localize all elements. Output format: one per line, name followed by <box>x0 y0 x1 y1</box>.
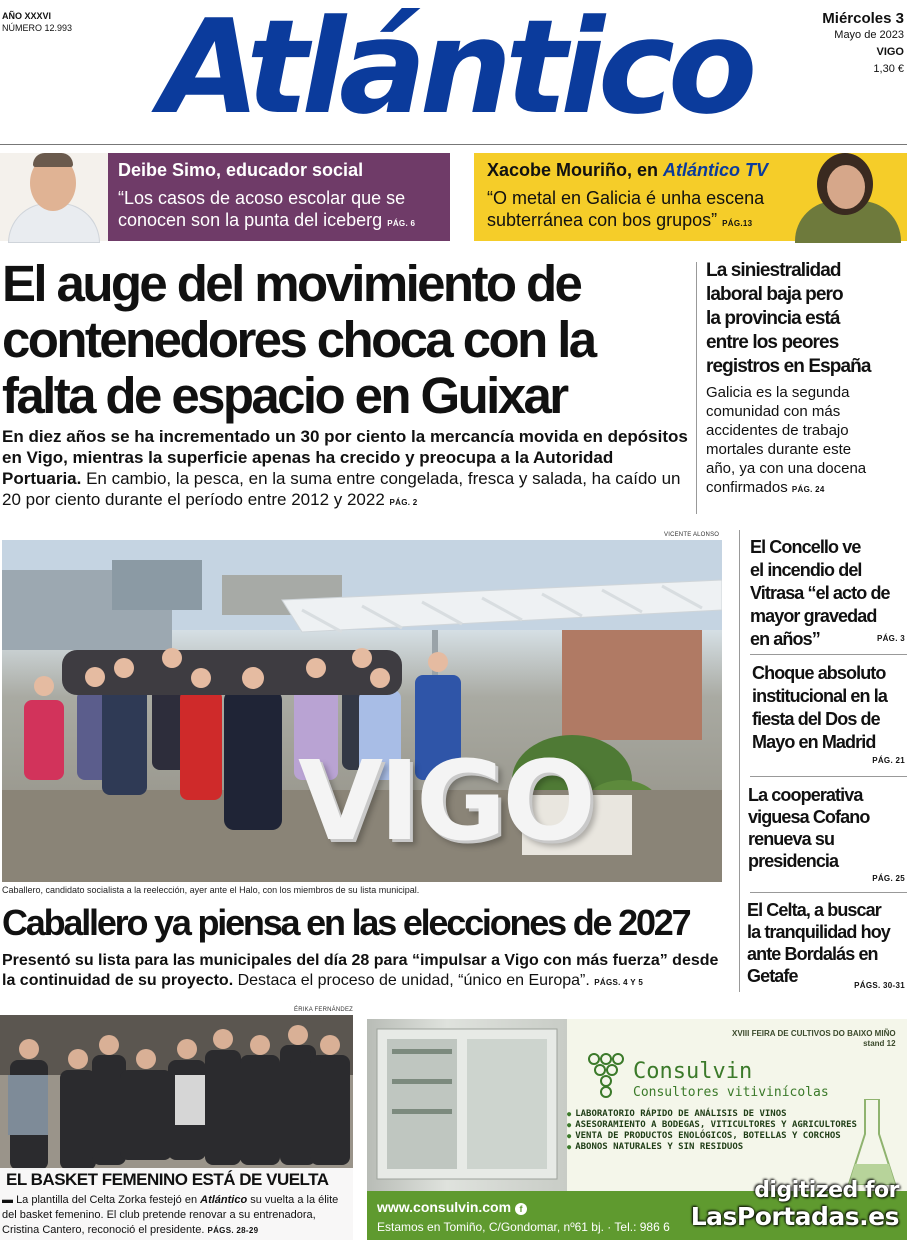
newspaper-logo[interactable]: Atlántico <box>159 0 751 143</box>
page-ref: PÁG. 3 <box>876 634 905 643</box>
main-headline-line1: El auge del movimiento de <box>2 255 581 312</box>
shop-illustration <box>367 1019 567 1191</box>
body-line: comunidad con más <box>706 403 841 420</box>
promo-right-quote <box>487 187 764 235</box>
headline-line: Getafe <box>747 966 798 986</box>
promo-right-quote-line1: “O metal en Galicia é unha escena <box>487 188 765 208</box>
election-deck <box>2 951 724 993</box>
month-year: Mayo de 2023 <box>834 29 904 41</box>
ad-website[interactable] <box>377 1199 527 1215</box>
portrait-xacobe-mourino <box>789 153 907 241</box>
watermark-line2: LasPortadas.es <box>690 1202 899 1231</box>
headline-line: registros en España <box>706 356 871 377</box>
page-ref: PÁG. 25 <box>872 874 905 883</box>
promo-right-quote-line2: subterránea con bos grupos” <box>487 210 718 230</box>
service-item: ● ASESORAMIENTO A BODEGAS, VITICULTORES Y AGRICULTORES <box>567 1120 857 1131</box>
brief-dos-de-mayo[interactable] <box>752 662 907 770</box>
main-deck-bold: En diez años se ha incrementado un 30 por ciento la mercancía movida en depósitos en Vigo, mientras la superficie apenas ha crecido y preocupa a la Autoridad Portuaria. <box>2 427 688 488</box>
election-deck-bold: Presentó su lista para las municipales del día 28 para “impulsar a Vigo con más fuerza” desde la continuidad de su proyecto. <box>2 952 719 989</box>
headline-line: el incendio del <box>750 560 862 580</box>
headline-line: Mayo en Madrid <box>752 732 876 752</box>
column-divider <box>739 530 740 992</box>
brief-divider <box>750 654 907 655</box>
promo-right-title <box>487 159 768 181</box>
ad-tagline: Consultores vitivinícolas <box>633 1085 829 1100</box>
watermark <box>691 1178 899 1230</box>
headline-line: La cooperativa <box>748 785 863 805</box>
headline-line: laboral baja pero <box>706 284 843 305</box>
promo-left-title: Deibe Simo, educador social <box>118 160 364 180</box>
basket-text-b: su vuelta a la élite del basket femenino. El club pretende renovar a su entrenadora, Cristina Cantero, reconoció el presidente. <box>2 1194 339 1236</box>
headline-line: renueva su <box>748 829 835 849</box>
headline-line: ante Bordalás en <box>747 944 878 964</box>
promo-left-quote <box>118 187 415 235</box>
ad-shop-photo <box>367 1019 567 1191</box>
price: 1,30 € <box>873 63 904 75</box>
page-ref: PÁG. 24 <box>791 485 825 494</box>
body-line: accidentes de trabajo <box>706 422 849 439</box>
fair-label <box>732 1029 896 1049</box>
brief-incendio-vitrasa[interactable] <box>750 536 907 650</box>
promo-left-quote-line2: conocen son la punta del iceberg <box>118 210 383 230</box>
page-ref: PÁGS. 4 Y 5 <box>594 978 644 987</box>
brief-headline <box>748 784 907 872</box>
flask-icon <box>847 1099 897 1189</box>
watermark-line1: digitized for <box>754 1178 899 1203</box>
year-label: AÑO XXXVI <box>2 11 52 21</box>
headline-line: El Celta, a buscar <box>747 900 881 920</box>
headline-line: fiesta del Dos de <box>752 709 880 729</box>
headline-line: Vitrasa “el acto de <box>750 583 890 603</box>
edition-info <box>2 10 72 34</box>
fair-line1: XVIII FEIRA DE CULTIVOS DO BAIXO MIÑO <box>732 1029 896 1038</box>
brief-divider <box>750 776 907 777</box>
main-deck <box>2 426 692 513</box>
photo-credit: ÉRIKA FERNÁNDEZ <box>294 1007 354 1013</box>
basket-text <box>0 1192 353 1240</box>
weekday-date: Miércoles 3 <box>822 10 904 27</box>
headline-line: Choque absoluto <box>752 663 886 683</box>
page-ref: PÁG. 2 <box>389 498 418 507</box>
masthead <box>0 0 907 145</box>
ad-website-text: www.consulvin.com <box>377 1199 512 1215</box>
page-ref: PÁG. 6 <box>387 219 416 228</box>
basket-text-brand: Atlántico <box>200 1194 248 1206</box>
body-line: confirmados <box>706 479 788 496</box>
brief-headline <box>752 662 907 754</box>
body-line: mortales durante este <box>706 441 852 458</box>
facebook-icon: f <box>515 1203 527 1215</box>
service-item: ● LABORATORIO RÁPIDO DE ANÁLISIS DE VINOS <box>567 1109 857 1120</box>
headline-line: en años” <box>750 629 820 649</box>
atlantico-tv-label: Atlántico TV <box>663 160 769 180</box>
side-story-body <box>706 383 906 499</box>
grape-logo-icon <box>582 1049 630 1101</box>
page-ref: PÁGS. 30-31 <box>854 981 905 990</box>
vigo-sign: VIGO <box>298 737 592 865</box>
side-story-headline <box>706 259 906 379</box>
ad-services-list <box>567 1109 857 1153</box>
brief-cofano[interactable] <box>748 784 907 888</box>
headline-line: institucional en la <box>752 686 887 706</box>
basket-headline[interactable]: EL BASKET FEMENINO ESTÁ DE VUELTA <box>0 1168 353 1192</box>
main-headline[interactable] <box>2 256 692 424</box>
body-line: año, ya con una docena <box>706 460 867 477</box>
election-headline[interactable]: Caballero ya piensa en las elecciones de 2027 <box>2 902 690 943</box>
headline-line: la tranquilidad hoy <box>747 922 890 942</box>
service-item: ● VENTA DE PRODUCTOS ENOLÓGICOS, BOTELLAS Y CORCHOS <box>567 1131 857 1142</box>
headline-line: la provincia está <box>706 308 840 329</box>
headline-line: La siniestralidad <box>706 260 841 281</box>
masthead-divider <box>0 144 907 145</box>
main-photo-candidates[interactable] <box>2 540 722 882</box>
promo-interview-right[interactable] <box>474 153 907 241</box>
headline-line: El Concello ve <box>750 537 861 557</box>
body-line: Galicia es la segunda <box>706 384 850 401</box>
promo-right-title-text: Xacobe Mouriño, en <box>487 160 664 180</box>
page-ref: PÁG. 21 <box>872 756 905 765</box>
promo-interview-left[interactable] <box>0 153 450 241</box>
brief-divider <box>750 892 907 893</box>
column-divider <box>696 262 697 514</box>
main-headline-line3: falta de espacio en Guixar <box>2 367 567 424</box>
main-deck-regular: En cambio, la pesca, en la suma entre congelada, fresca y salada, ha caído un 20 por ciento durante el período entre 2012 y 2022 <box>2 469 681 509</box>
fair-line2: stand 12 <box>863 1039 896 1048</box>
edition-city: VIGO <box>876 46 904 58</box>
page-ref: PÁG.13 <box>722 219 753 228</box>
basket-text-a: La plantilla del Celta Zorka festejó en <box>16 1194 201 1206</box>
photo-caption: Caballero, candidato socialista a la reelección, ayer ante el Halo, con los miembros de su lista municipal. <box>2 885 420 895</box>
election-deck-regular: Destaca el proceso de unidad, “único en Europa”. <box>233 972 590 989</box>
bullet-marker: ▬ <box>2 1194 17 1206</box>
ad-brand: Consulvin <box>633 1059 753 1084</box>
date-box <box>822 10 904 78</box>
headline-line: mayor gravedad <box>750 606 877 626</box>
headline-line: presidencia <box>748 851 839 871</box>
service-item: ● ABONOS NATURALES Y SIN RESIDUOS <box>567 1142 857 1153</box>
brief-celta[interactable] <box>747 899 907 995</box>
brief-headline <box>747 899 907 987</box>
ad-address: Estamos en Tomiño, C/Gondomar, nº61 bj. · Tel.: 986 6 <box>377 1220 670 1234</box>
promo-left-quote-line1: “Los casos de acoso escolar que se <box>118 188 406 208</box>
page-ref: PÁGS. 28-29 <box>207 1226 259 1235</box>
side-story-siniestralidad[interactable] <box>706 259 906 515</box>
portrait-deibe-simo <box>0 153 108 241</box>
main-headline-line2: contenedores choca con la <box>2 311 595 368</box>
headline-line: entre los peores <box>706 332 839 353</box>
photo-credit: VICENTE ALONSO <box>664 532 720 538</box>
issue-number: NÚMERO 12.993 <box>2 23 73 33</box>
headline-line: viguesa Cofano <box>748 807 870 827</box>
